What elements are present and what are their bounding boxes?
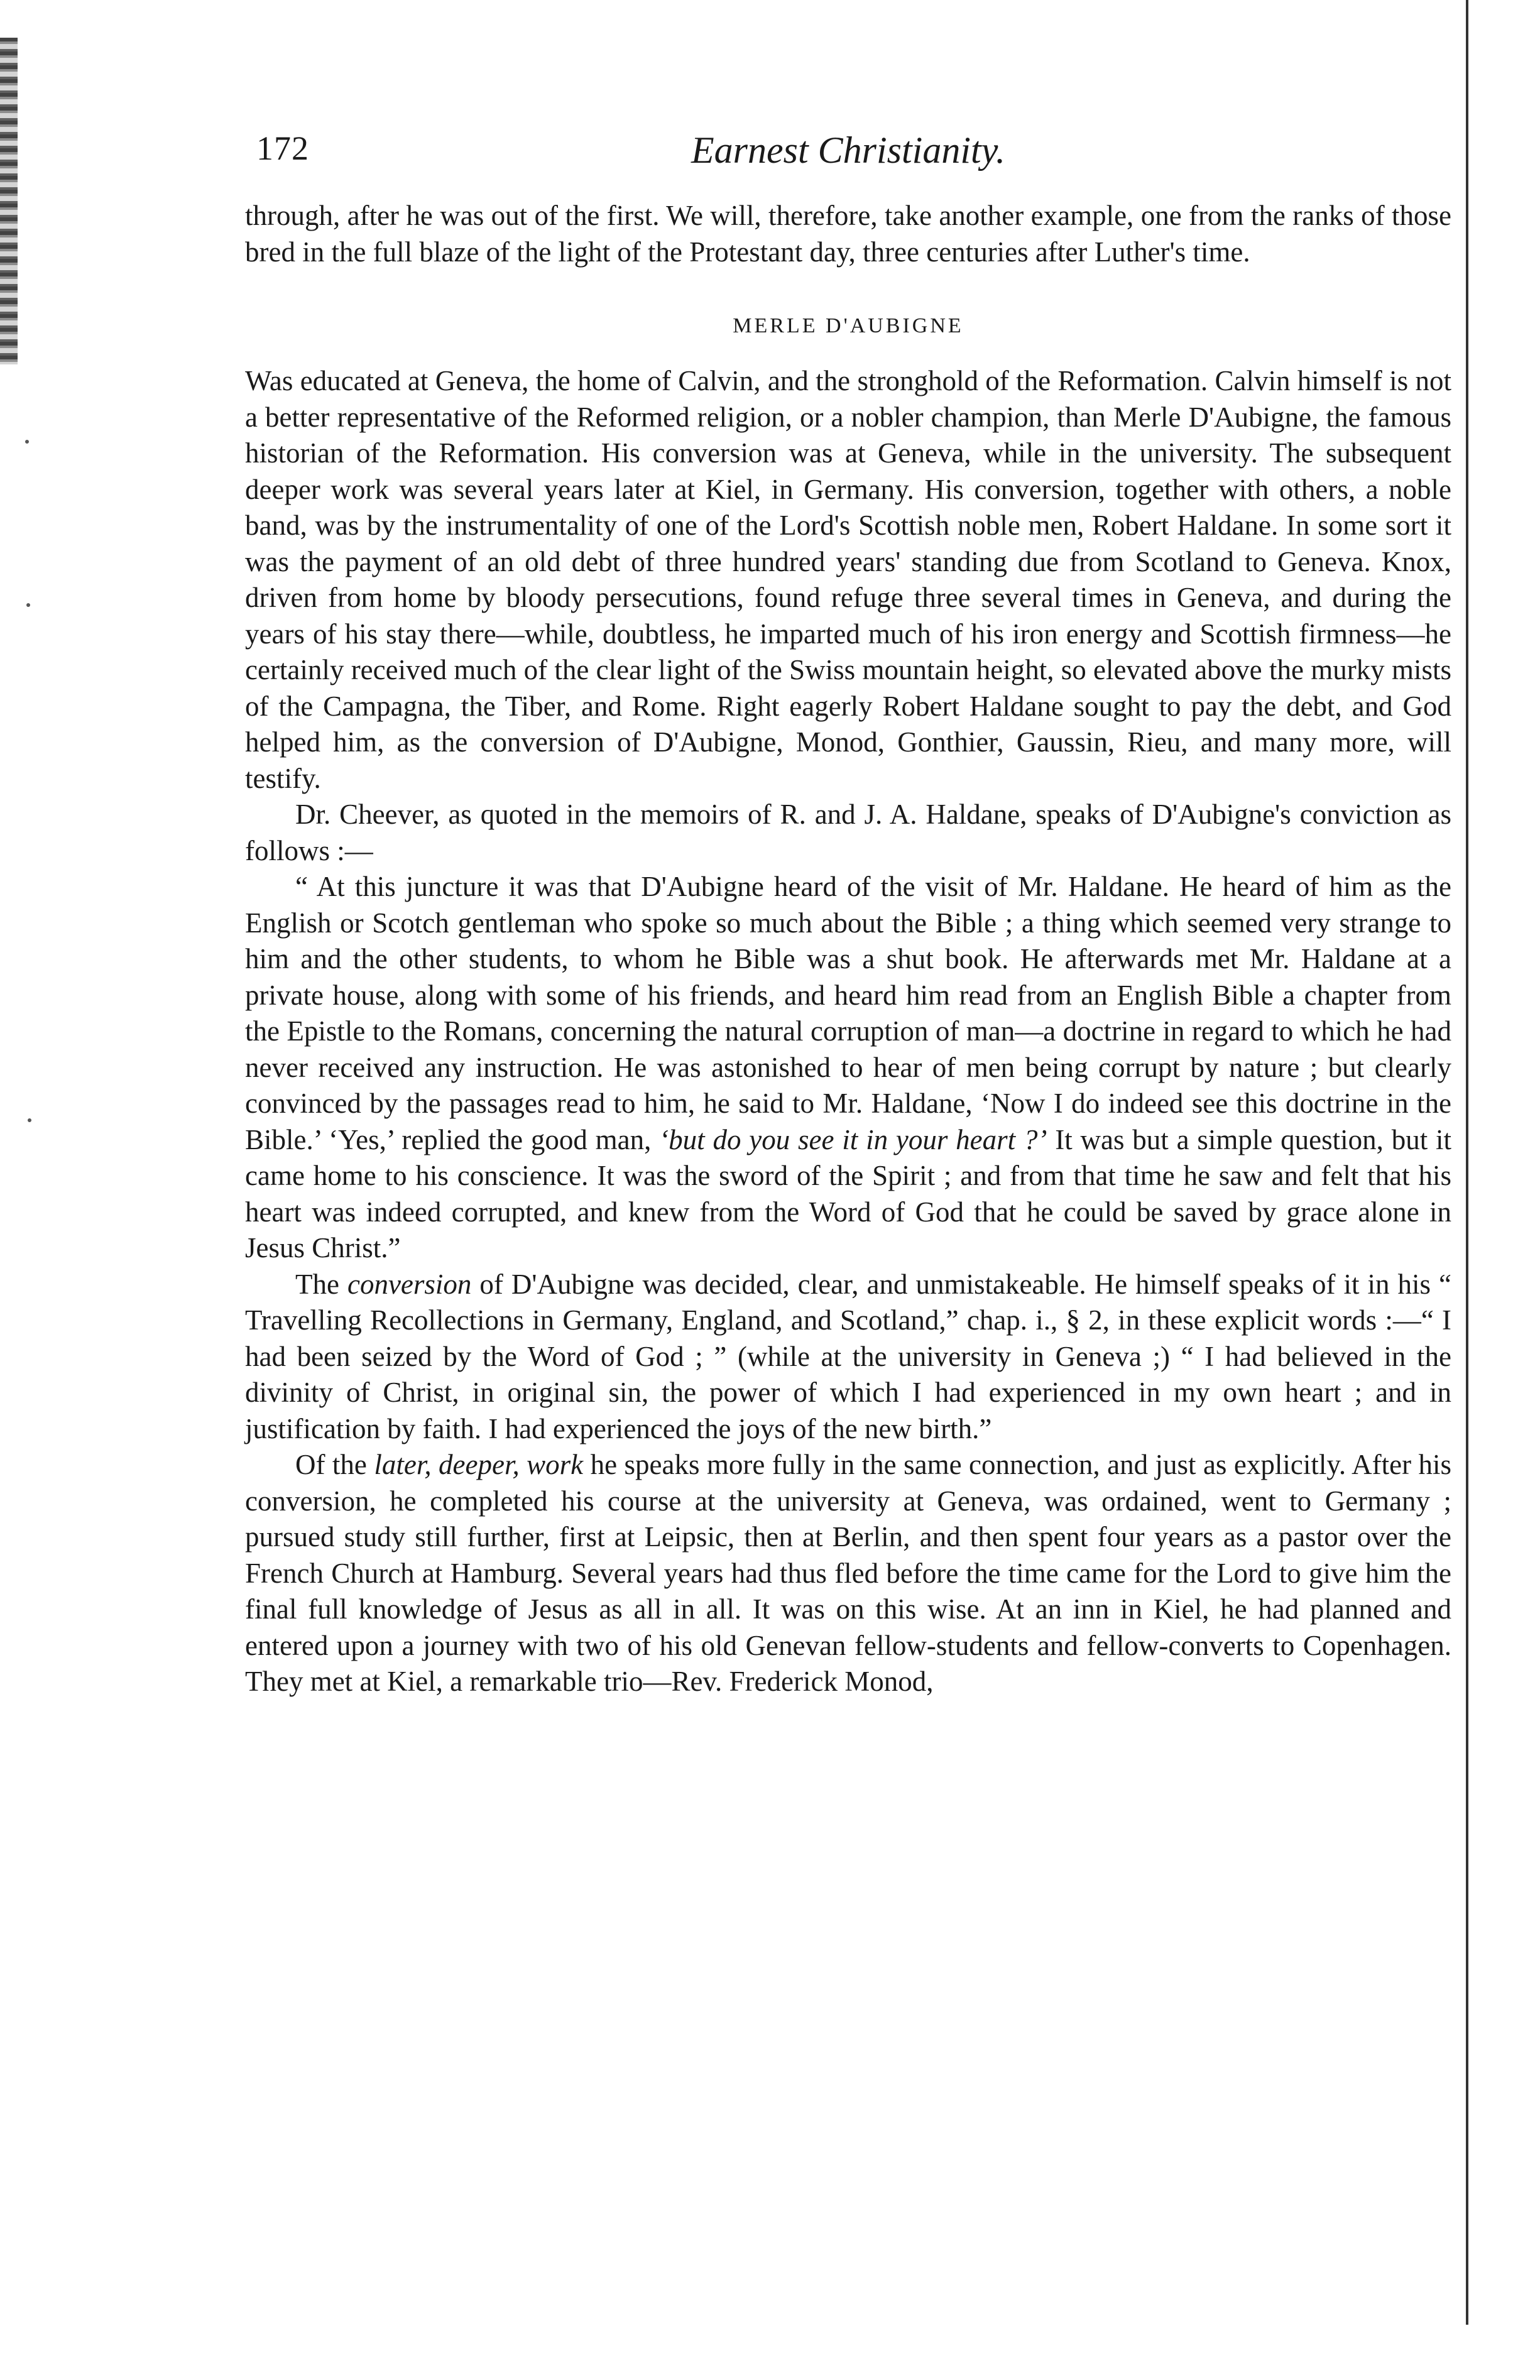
book-page bbox=[245, 129, 1451, 1700]
later-work-text-end: he speaks more fully in the same connection, and just as explicitly. After his conversion, he completed his course at the university at Geneva, was ordained, went to Germany ; pursued study still further, first at Leipsic, then at Berlin, and then spent four years as a pastor over the French Church at Hamburg. Several years had thus fled before the time came for the Lord to give him the final full knowledge of Jesus as all in all. It was on this wise. At an inn in Kiel, he had planned and entered upon a journey with two of his old Genevan fellow-students and fellow-converts to Copenhagen. They met at Kiel, a remarkable trio—Rev. Frederick Monod, bbox=[245, 1449, 1452, 1697]
body-paragraph-later-work bbox=[245, 1447, 1451, 1700]
body-paragraph-quotation bbox=[245, 869, 1451, 1267]
scan-speck bbox=[28, 1118, 31, 1122]
body-paragraph-conversion bbox=[245, 1267, 1451, 1448]
conversion-text: The bbox=[295, 1268, 347, 1300]
conversion-italic: conversion bbox=[347, 1268, 472, 1300]
quotation-text: “ At this juncture it was that D'Aubigne heard of the visit of Mr. Haldane. He heard of him as the English or Scotch gentleman who spoke so much about the Bible ; a thing which seemed very strange to him and the other students, to whom he Bible was a shut book. He afterwards met Mr. Haldane at a private house, along with some of his friends, and heard him read from an English Bible a chapter from the Epistle to the Romans, concerning the natural corruption of man—a doctrine in regard to which he had never received any instruction. He was astonished to hear of men being corrupt by nature ; but clearly convinced by the passages read to him, he said to Mr. Haldane, ‘Now I do indeed see this doctrine in the Bible.’ ‘Yes,’ replied the good man, bbox=[245, 871, 1451, 1155]
scan-speck bbox=[26, 603, 30, 607]
running-head bbox=[245, 129, 1451, 198]
page-edge-line bbox=[1466, 0, 1468, 2325]
running-title: Earnest Christianity. bbox=[691, 129, 1006, 171]
page-number: 172 bbox=[256, 129, 309, 167]
later-work-text: Of the bbox=[295, 1449, 374, 1480]
quotation-italic: ‘but do you see it in your heart ?’ bbox=[659, 1123, 1047, 1155]
scan-edge-shadow bbox=[0, 38, 18, 364]
scan-speck bbox=[25, 440, 29, 444]
section-heading: MERLE D'AUBIGNE bbox=[733, 314, 964, 337]
body-paragraph-education: Was educated at Geneva, the home of Calvin, and the stronghold of the Reformation. Calvin himself is not a better representative of the Reformed religion, or a nobler champion, than Merle D'Aubigne, the famous historian of the Reformation. His conversion was at Geneva, while in the university. The subsequent deeper work was several years later at Kiel, in Germany. His conversion, together with others, a noble band, was by the instrumentality of one of the Lord's Scottish noble men, Robert Haldane. In some sort it was the payment of an old debt of three hundred years' standing due from Scotland to Geneva. Knox, driven from home by bloody persecutions, found refuge three several times in Geneva, and during the years of his stay there—while, doubtless, he imparted much of his iron energy and Scottish firmness—he certainly received much of the clear light of the Swiss mountain height, so elevated above the murky mists of the Campagna, the Tiber, and Rome. Right eagerly Robert Haldane sought to pay the debt, and God helped him, as the conversion of D'Aubigne, Monod, Gonthier, Gaussin, Rieu, and many more, will testify. bbox=[245, 365, 1451, 794]
intro-paragraph: through, after he was out of the first. We will, therefore, take another example, one from the ranks of those bred in the full blaze of the light of the Protestant day, three centuries after Luther's time. bbox=[245, 200, 1451, 268]
quotation-text-end: It was but a simple question, but it came home to his conscience. It was the sword of the Spirit ; and from that time he saw and felt that his heart was indeed corrupted, and knew from the Word of God that he could be saved by grace alone in Jesus Christ.” bbox=[245, 1123, 1451, 1264]
conversion-text-end: of D'Aubigne was decided, clear, and unmistakeable. He himself speaks of it in his “ Travelling Recollections in Germany, England, and Scotland,” chap. i., § 2, in these explicit words :—“ I had been seized by the Word of God ; ” (while at the university in Geneva ;) “ I had believed in the divinity of Christ, in original sin, the power of which I had experienced in my own heart ; and in justification by faith. I had experienced the joys of the new birth.” bbox=[245, 1268, 1451, 1444]
later-work-italic: later, deeper, work bbox=[374, 1449, 584, 1480]
body-paragraph-cheever: Dr. Cheever, as quoted in the memoirs of R. and J. A. Haldane, speaks of D'Aubigne's conviction as follows :— bbox=[245, 799, 1451, 866]
